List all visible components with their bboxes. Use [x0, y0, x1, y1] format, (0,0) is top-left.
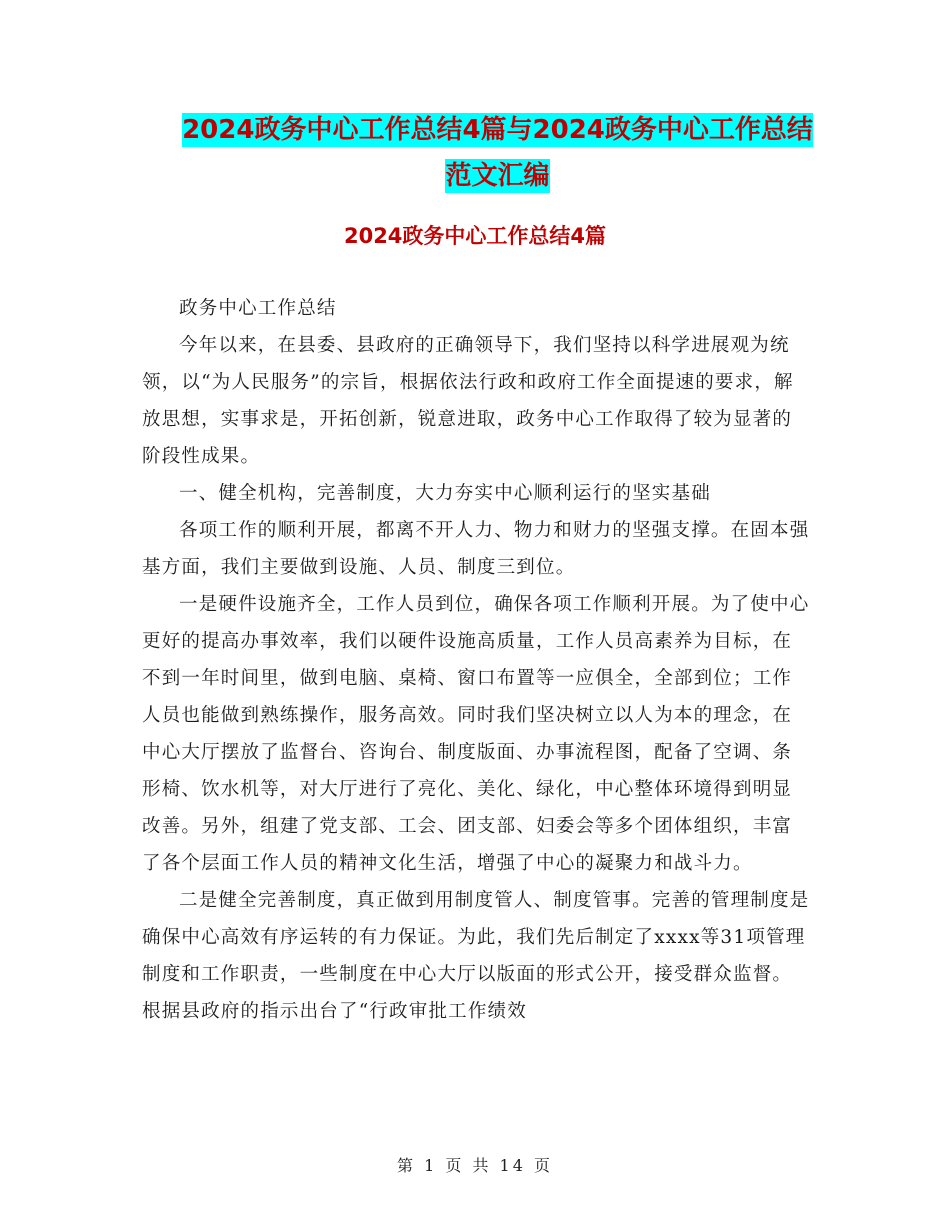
document-title-line-2	[140, 156, 855, 196]
title-highlight-2: 范文汇编	[445, 161, 550, 191]
paragraph: 今年以来，在县委、县政府的正确领导下，我们坚持以科学进展观为统领，以“为人民服务”的宗旨，根据依法行政和政府工作全面提速的要求，解放思想，实事求是，开拓创新，锐意进取，政务中心工作取得了较为显著的阶段性成果。	[142, 335, 794, 467]
title-highlight-1: 2024政务中心工作总结4篇与2024政务中心工作总结	[182, 115, 813, 145]
paragraph: 一、健全机构，完善制度，大力夯实中心顺利运行的坚实基础	[179, 483, 711, 504]
paragraph: 各项工作的顺利开展，都离不开人力、物力和财力的坚强支撑。在固本强基方面，我们主要做到设施、人员、制度三到位。	[142, 520, 810, 578]
section-title: 2024政务中心工作总结4篇	[343, 224, 607, 248]
document-title-line-1	[140, 110, 855, 150]
paragraph: 一是硬件设施齐全，工作人员到位，确保各项工作顺利开展。为了使中心更好的提高办事效率，我们以硬件设施高质量，工作人员高素养为目标，在不到一年时间里，做到电脑、桌椅、窗口布置等一应俱全，全部到位；工作人员也能做到熟练操作，服务高效。同时我们坚决树立以人为本的理念，在中心大厅摆放了监督台、咨询台、制度版面、办事流程图，配备了空调、条形椅、饮水机等，对大厅进行了亮化、美化、绿化，中心整体环境得到明显改善。另外，组建了党支部、工会、团支部、妇委会等多个团体组织，丰富了各个层面工作人员的精神文化生活，增强了中心的凝聚力和战斗力。	[142, 594, 810, 874]
paragraph: 二是健全完善制度，真正做到用制度管人、制度管事。完善的管理制度是确保中心高效有序运转的有力保证。为此，我们先后制定了xxxx等31项管理制度和工作职责，一些制度在中心大厅以版面的形式公开，接受群众监督。根据县政府的指示出台了“行政审批工作绩效	[142, 890, 810, 1022]
paragraph: 政务中心工作总结	[179, 298, 337, 319]
page-footer: 第 1 页 共 14 页	[397, 1156, 553, 1175]
body-text	[142, 290, 810, 1030]
